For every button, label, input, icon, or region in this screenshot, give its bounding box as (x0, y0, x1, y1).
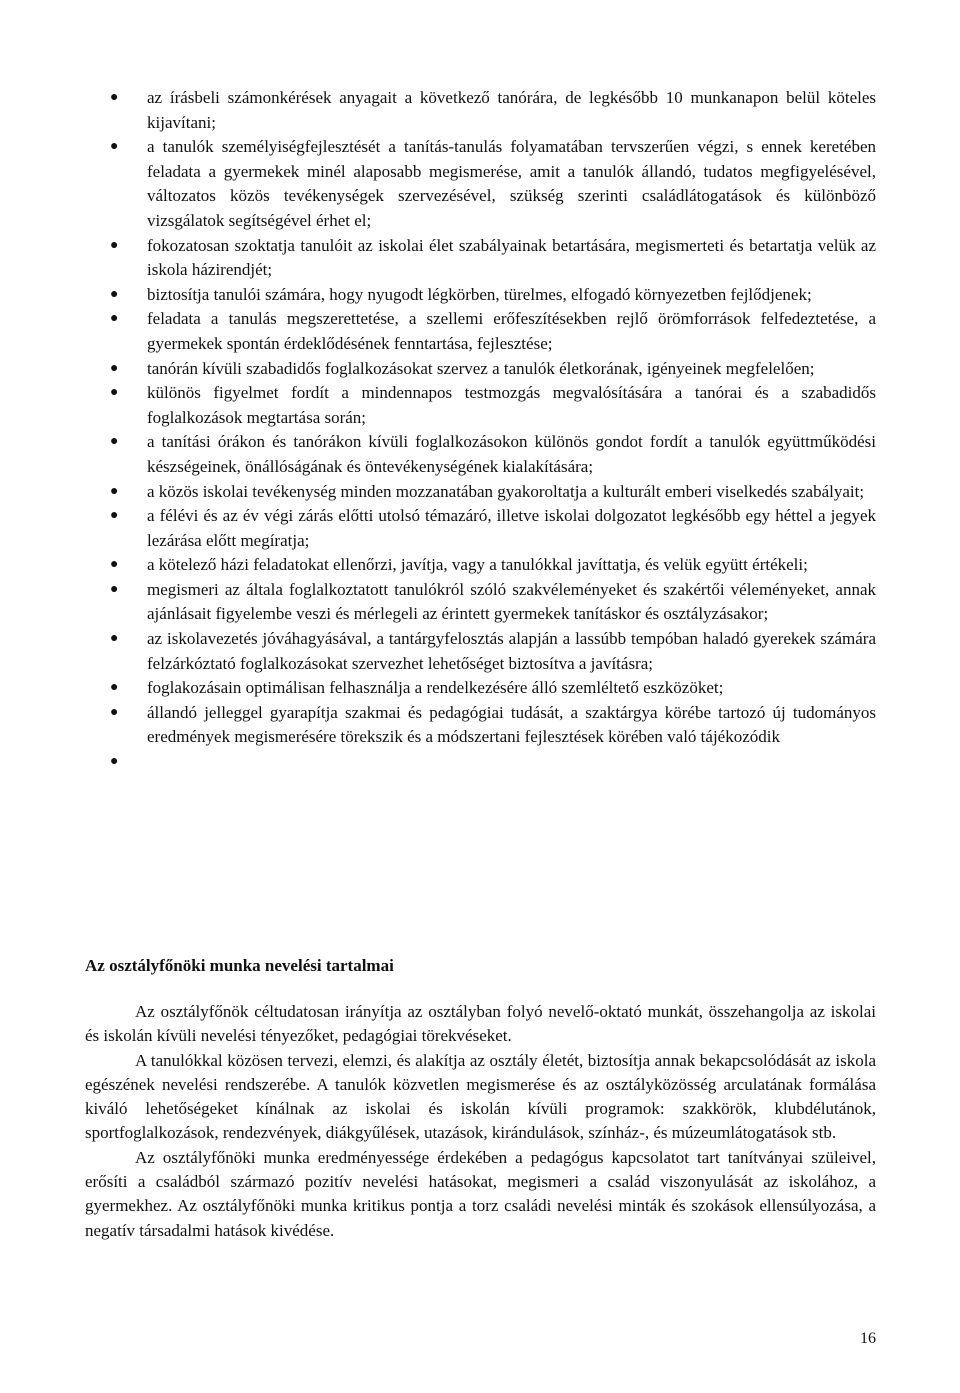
list-item (108, 357, 876, 382)
paragraph: Az osztályfőnök céltudatosan irányítja az osztályban folyó nevelő-oktató munkát, összehangolja az iskolai és iskolán kívüli nevelési tényezőket, pedagógiai törekvéseket. (85, 1002, 876, 1046)
list-item (108, 676, 876, 701)
duties-bullet-list (108, 86, 876, 775)
bullet-icon: ● (110, 754, 119, 770)
page-number: 16 (860, 1330, 876, 1347)
bullet-icon: ● (110, 680, 119, 696)
list-item-text: a tanítási órákon és tanórákon kívüli foglalkozásokon különös gondot fordít a tanulók együttműködési készségeinek, önállóságának és öntevékenységének kialakítására; (147, 432, 876, 476)
list-item-text: állandó jelleggel gyarapítja szakmai és pedagógiai tudását, a szaktárgya körébe tartozó új tudományos eredmények megismerésére törekszik és a módszertani fejlesztések körében való tájékozódik (147, 702, 876, 747)
section-heading: Az osztályfőnöki munka nevelési tartalmai (85, 956, 394, 975)
list-item (108, 701, 876, 750)
list-item (108, 283, 876, 308)
paragraph: A tanulókkal közösen tervezi, elemzi, és alakítja az osztály életét, biztosítja annak bekapcsolódását az iskola egészének nevelési rendszerébe. A tanulók közvetlen megismerése és az osztályközösség arculatának formálása kiváló lehetőségeket kínálnak az iskolai és iskolán kívüli programok: szakkörök, klubdélutánok, sportfoglalkozások, rendezvények, diákgyűlések, utazások, kirándulások, színház-, és múzeumlátogatások stb. (85, 1050, 876, 1143)
bullet-icon: ● (110, 581, 119, 597)
bullet-icon: ● (110, 311, 119, 327)
list-item-text: különös figyelmet fordít a mindennapos testmozgás megvalósítására a tanórai és a szabadidős foglalkozások megtartása során; (147, 383, 876, 427)
bullet-icon: ● (110, 631, 119, 647)
list-item-text: az írásbeli számonkérések anyagait a következő tanórára, de legkésőbb 10 munkanapon belül köteles kijavítani; (147, 88, 876, 132)
list-item (108, 627, 876, 676)
bullet-icon: ● (110, 434, 119, 450)
list-item-text: az iskolavezetés jóváhagyásával, a tantárgyfelosztás alapján a lassúbb tempóban haladó gyerekek számára felzárkóztató foglalkozásokat szervezhet lehetőséget biztosítva a javításra; (147, 629, 876, 673)
list-item-text: a közös iskolai tevékenység minden mozzanatában gyakoroltatja a kulturált emberi viselkedés szabályait; (147, 481, 865, 501)
list-item-text: biztosítja tanulói számára, hogy nyugodt légkörben, türelmes, elfogadó környezetben fejlődjenek; (147, 284, 812, 304)
list-item-text: megismeri az általa foglalkoztatott tanulókról szóló szakvéleményeket és szakértői véleményeket, annak ajánlásait figyelembe veszi és mérlegeli az érintett gyermekek tanításkor és osztályzásakor; (147, 579, 876, 624)
list-item (108, 430, 876, 479)
section-body (85, 1000, 876, 1243)
bullet-icon: ● (110, 90, 119, 105)
list-item (108, 307, 876, 356)
list-item-text: a tanulók személyiségfejlesztését a tanítás-tanulás folyamatában tervszerűen végzi, s ennek keretében feladata a gyermekek minél alaposabb megismerése, amit a tanulók állandó, tudatos megfigyelésével, változatos közös tevékenységek szervezésével, szükség szerinti családlátogatások és különböző vizsgálatok segítségével érhet el; (147, 137, 876, 230)
list-item (108, 480, 876, 505)
list-item (108, 135, 876, 233)
bullet-icon: ● (110, 286, 119, 302)
list-item-text: foglakozásain optimálisan felhasználja a rendelkezésére álló szemléltető eszközöket; (147, 678, 724, 698)
list-item (108, 578, 876, 627)
bullet-icon: ● (110, 139, 119, 155)
list-item-text: tanórán kívüli szabadidős foglalkozásokat szervez a tanulók életkorának, igényeinek megfelelően; (147, 358, 815, 378)
list-item-text: fokozatosan szoktatja tanulóit az iskolai élet szabályainak betartására, megismerteti és betartatja velük az iskola házirendjét; (147, 235, 876, 280)
bullet-icon: ● (110, 557, 119, 573)
bullet-icon: ● (110, 508, 119, 524)
list-item (108, 234, 876, 283)
list-item-text: a kötelező házi feladatokat ellenőrzi, javítja, vagy a tanulókkal javíttatja, és velük együtt értékeli; (147, 555, 808, 575)
list-item (108, 504, 876, 553)
empty-list-item (108, 750, 876, 775)
list-item (108, 381, 876, 430)
bullet-icon: ● (110, 237, 119, 253)
list-item (108, 553, 876, 578)
list-item-text: a félévi és az év végi zárás előtti utolsó témazáró, illetve iskolai dolgozatot legkésőbb egy héttel a jegyek lezárása előtt megíratja; (147, 506, 876, 550)
bullet-icon: ● (110, 704, 119, 720)
bullet-icon: ● (110, 360, 119, 376)
paragraph: Az osztályfőnöki munka eredményessége érdekében a pedagógus kapcsolatot tart tanítványai szüleivel, erősíti a családból származó pozitív nevelési hatásokat, megismeri a család viszonyulását az iskolához, a gyermekhez. Az osztályfőnöki munka kritikus pontja a torz családi nevelési minták és szokások ellensúlyozása, a negatív társadalmi hatások kivédése. (85, 1147, 876, 1240)
bullet-icon: ● (110, 385, 119, 401)
bullet-icon: ● (110, 483, 119, 499)
list-item (108, 86, 876, 135)
list-item-text: feladata a tanulás megszerettetése, a szellemi erőfeszítésekben rejlő örömforrások felfedeztetése, a gyermekek spontán érdeklődésének fenntartása, fejlesztése; (147, 309, 876, 353)
